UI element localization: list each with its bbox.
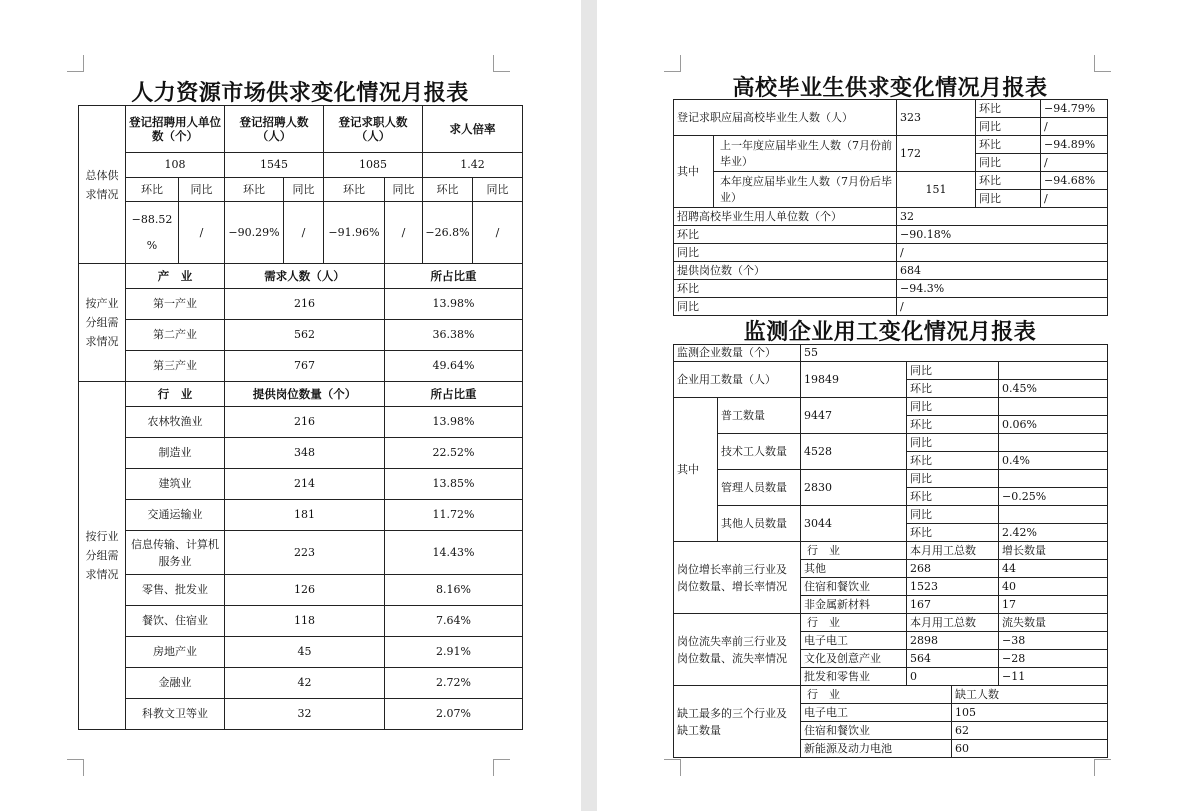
- employment-value: 19849: [801, 362, 907, 398]
- employers-mom: −90.18%: [897, 226, 1108, 244]
- header-share: 所占比重: [385, 264, 523, 289]
- sub-header: 环比: [423, 178, 473, 202]
- shortage-count: 62: [952, 722, 1108, 740]
- corner-mark: [1094, 55, 1111, 72]
- loss-change: −38: [999, 632, 1108, 650]
- sub-value: /: [385, 202, 423, 264]
- yoy-label: 同比: [976, 190, 1041, 208]
- employers-label: 招聘高校毕业生用人单位数（个）: [674, 208, 897, 226]
- sub-header: 同比: [179, 178, 225, 202]
- shortage-count: 105: [952, 704, 1108, 722]
- value-ratio: 1.42: [423, 153, 523, 178]
- value-employers: 108: [126, 153, 225, 178]
- sub-header: 环比: [126, 178, 179, 202]
- loss-header: 行 业: [801, 614, 907, 632]
- loss-header: 本月用工总数: [907, 614, 999, 632]
- mom-label: 环比: [907, 488, 999, 506]
- mom-label: 环比: [976, 100, 1041, 118]
- registered-mom: −94.79%: [1041, 100, 1108, 118]
- sub-header: 同比: [473, 178, 523, 202]
- header-ratio: 求人倍率: [423, 106, 523, 153]
- employment-yoy: [999, 362, 1108, 380]
- employers-yoy: /: [897, 244, 1108, 262]
- yoy-label: 同比: [907, 398, 999, 416]
- header-seekers: 登记求职人数（人）: [324, 106, 423, 153]
- category-yoy: [999, 398, 1108, 416]
- sector-share: 13.85%: [385, 469, 523, 500]
- enterprise-table: [673, 344, 1108, 758]
- sector-count: 348: [225, 438, 385, 469]
- category-name: 管理人员数量: [718, 470, 801, 506]
- mom-label: 环比: [674, 280, 897, 298]
- header-employers: 登记招聘用人单位数（个）: [126, 106, 225, 153]
- shortage-label: 缺工最多的三个行业及缺工数量: [674, 686, 801, 758]
- growth-change: 17: [999, 596, 1108, 614]
- industry-count: 562: [225, 320, 385, 351]
- corner-mark: [664, 55, 681, 72]
- growth-total: 1523: [907, 578, 999, 596]
- industry-share: 13.98%: [385, 289, 523, 320]
- monitored-label: 监测企业数量（个）: [674, 345, 801, 362]
- sector-name: 房地产业: [126, 637, 225, 668]
- industry-count: 216: [225, 289, 385, 320]
- mom-label: 环比: [907, 452, 999, 470]
- loss-industry: 电子电工: [801, 632, 907, 650]
- loss-change: −28: [999, 650, 1108, 668]
- category-value: 4528: [801, 434, 907, 470]
- loss-header: 流失数量: [999, 614, 1108, 632]
- sub-header: 同比: [385, 178, 423, 202]
- header-recruits: 登记招聘人数（人）: [225, 106, 324, 153]
- labor-market-table: [78, 105, 523, 730]
- sector-share: 2.72%: [385, 668, 523, 699]
- prev-year-mom: −94.89%: [1041, 136, 1108, 154]
- growth-industry: 住宿和餐饮业: [801, 578, 907, 596]
- positions-yoy: /: [897, 298, 1108, 316]
- category-mom: 0.4%: [999, 452, 1108, 470]
- sector-name: 农林牧渔业: [126, 407, 225, 438]
- shortage-industry: 住宿和餐饮业: [801, 722, 952, 740]
- sector-name: 交通运输业: [126, 500, 225, 531]
- sector-name: 制造业: [126, 438, 225, 469]
- this-year-label: 本年度应届毕业生人数（7月份后毕业）: [714, 172, 897, 208]
- sub-value: −26.8%: [423, 202, 473, 264]
- graduates-title: 高校毕业生供求变化情况月报表: [732, 76, 1048, 101]
- yoy-label: 同比: [976, 154, 1041, 172]
- sector-name: 金融业: [126, 668, 225, 699]
- category-value: 9447: [801, 398, 907, 434]
- graduates-table: [673, 99, 1108, 316]
- this-year-yoy: /: [1041, 190, 1108, 208]
- yoy-label: 同比: [907, 506, 999, 524]
- category-mom: 2.42%: [999, 524, 1108, 542]
- registered-value: 323: [897, 100, 976, 136]
- monitored-value: 55: [801, 345, 1108, 362]
- category-mom: −0.25%: [999, 488, 1108, 506]
- sector-share: 14.43%: [385, 531, 523, 575]
- category-value: 3044: [801, 506, 907, 542]
- yoy-label: 同比: [907, 434, 999, 452]
- shortage-header: 缺工人数: [952, 686, 1108, 704]
- mom-label: 环比: [907, 416, 999, 434]
- sector-name: 餐饮、住宿业: [126, 606, 225, 637]
- category-mom: 0.06%: [999, 416, 1108, 434]
- category-name: 其他人员数量: [718, 506, 801, 542]
- sector-count: 126: [225, 575, 385, 606]
- value-recruits: 1545: [225, 153, 324, 178]
- enterprise-title: 监测企业用工变化情况月报表: [743, 320, 1037, 345]
- registered-label: 登记求职应届高校毕业生人数（人）: [674, 100, 897, 136]
- registered-yoy: /: [1041, 118, 1108, 136]
- yoy-label: 同比: [907, 362, 999, 380]
- prev-year-value: 172: [897, 136, 976, 172]
- header-share: 所占比重: [385, 382, 523, 407]
- loss-industry: 文化及创意产业: [801, 650, 907, 668]
- category-yoy: [999, 506, 1108, 524]
- sector-share: 2.91%: [385, 637, 523, 668]
- sector-share: 8.16%: [385, 575, 523, 606]
- mom-label: 环比: [976, 136, 1041, 154]
- corner-mark: [67, 759, 84, 776]
- prev-year-label: 上一年度应届毕业生人数（7月份前毕业）: [714, 136, 897, 172]
- corner-mark: [67, 55, 84, 72]
- loss-label: 岗位流失率前三行业及岗位数量、流失率情况: [674, 614, 801, 686]
- industry-count: 767: [225, 351, 385, 382]
- section-label-industry-group: 按产业分组需求情况: [79, 264, 126, 382]
- industry-name: 第二产业: [126, 320, 225, 351]
- sub-value: −91.96%: [324, 202, 385, 264]
- sub-value: /: [473, 202, 523, 264]
- sector-name: 零售、批发业: [126, 575, 225, 606]
- sector-share: 22.52%: [385, 438, 523, 469]
- growth-header: 本月用工总数: [907, 542, 999, 560]
- category-name: 技术工人数量: [718, 434, 801, 470]
- sub-value: /: [179, 202, 225, 264]
- sub-header: 环比: [324, 178, 385, 202]
- sector-count: 45: [225, 637, 385, 668]
- sector-name: 建筑业: [126, 469, 225, 500]
- this-year-value: 151: [897, 172, 976, 208]
- yoy-label: 同比: [976, 118, 1041, 136]
- page-right: [597, 0, 1181, 811]
- positions-label: 提供岗位数（个）: [674, 262, 897, 280]
- header-demand: 需求人数（人）: [225, 264, 385, 289]
- among-label: 其中: [674, 136, 714, 208]
- growth-industry: 其他: [801, 560, 907, 578]
- category-yoy: [999, 434, 1108, 452]
- sector-share: 7.64%: [385, 606, 523, 637]
- employment-label: 企业用工数量（人）: [674, 362, 801, 398]
- sector-share: 11.72%: [385, 500, 523, 531]
- section-label-sector: 按行业分组需求情况: [79, 382, 126, 730]
- sector-count: 42: [225, 668, 385, 699]
- loss-total: 564: [907, 650, 999, 668]
- growth-header: 增长数量: [999, 542, 1108, 560]
- shortage-industry: 电子电工: [801, 704, 952, 722]
- growth-total: 167: [907, 596, 999, 614]
- category-name: 普工数量: [718, 398, 801, 434]
- shortage-header: 行 业: [801, 686, 952, 704]
- loss-change: −11: [999, 668, 1108, 686]
- sub-value: −88.52 %: [126, 202, 179, 264]
- mom-label: 环比: [907, 524, 999, 542]
- sub-value: −90.29%: [225, 202, 284, 264]
- mom-label: 环比: [907, 380, 999, 398]
- sub-header: 同比: [284, 178, 324, 202]
- yoy-label: 同比: [674, 244, 897, 262]
- positions-value: 684: [897, 262, 1108, 280]
- page-left: [0, 0, 581, 811]
- corner-mark: [493, 55, 510, 72]
- sector-count: 216: [225, 407, 385, 438]
- industry-name: 第一产业: [126, 289, 225, 320]
- industry-share: 49.64%: [385, 351, 523, 382]
- sector-count: 223: [225, 531, 385, 575]
- loss-total: 0: [907, 668, 999, 686]
- sub-value: /: [284, 202, 324, 264]
- prev-year-yoy: /: [1041, 154, 1108, 172]
- positions-mom: −94.3%: [897, 280, 1108, 298]
- loss-total: 2898: [907, 632, 999, 650]
- sector-count: 181: [225, 500, 385, 531]
- sector-share: 13.98%: [385, 407, 523, 438]
- growth-total: 268: [907, 560, 999, 578]
- sub-header: 环比: [225, 178, 284, 202]
- growth-industry: 非金属新材料: [801, 596, 907, 614]
- growth-header: 行 业: [801, 542, 907, 560]
- this-year-mom: −94.68%: [1041, 172, 1108, 190]
- header-industry: 产 业: [126, 264, 225, 289]
- page-title: 人力资源市场供求变化情况月报表: [131, 81, 469, 106]
- yoy-label: 同比: [674, 298, 897, 316]
- header-sector: 行 业: [126, 382, 225, 407]
- among-label: 其中: [674, 398, 718, 542]
- shortage-count: 60: [952, 740, 1108, 758]
- yoy-label: 同比: [907, 470, 999, 488]
- sector-share: 2.07%: [385, 699, 523, 730]
- mom-label: 环比: [674, 226, 897, 244]
- sector-count: 118: [225, 606, 385, 637]
- sector-count: 32: [225, 699, 385, 730]
- sector-count: 214: [225, 469, 385, 500]
- category-value: 2830: [801, 470, 907, 506]
- mom-label: 环比: [976, 172, 1041, 190]
- value-seekers: 1085: [324, 153, 423, 178]
- growth-change: 44: [999, 560, 1108, 578]
- sector-name: 科教文卫等业: [126, 699, 225, 730]
- corner-mark: [1094, 759, 1111, 776]
- loss-industry: 批发和零售业: [801, 668, 907, 686]
- shortage-industry: 新能源及动力电池: [801, 740, 952, 758]
- header-positions: 提供岗位数量（个）: [225, 382, 385, 407]
- growth-label: 岗位增长率前三行业及岗位数量、增长率情况: [674, 542, 801, 614]
- section-label-supply: 总体供求情况: [79, 106, 126, 264]
- employment-mom: 0.45%: [999, 380, 1108, 398]
- growth-change: 40: [999, 578, 1108, 596]
- corner-mark: [493, 759, 510, 776]
- sector-name: 信息传输、计算机服务业: [126, 531, 225, 575]
- industry-name: 第三产业: [126, 351, 225, 382]
- employers-value: 32: [897, 208, 1108, 226]
- category-yoy: [999, 470, 1108, 488]
- corner-mark: [664, 759, 681, 776]
- industry-share: 36.38%: [385, 320, 523, 351]
